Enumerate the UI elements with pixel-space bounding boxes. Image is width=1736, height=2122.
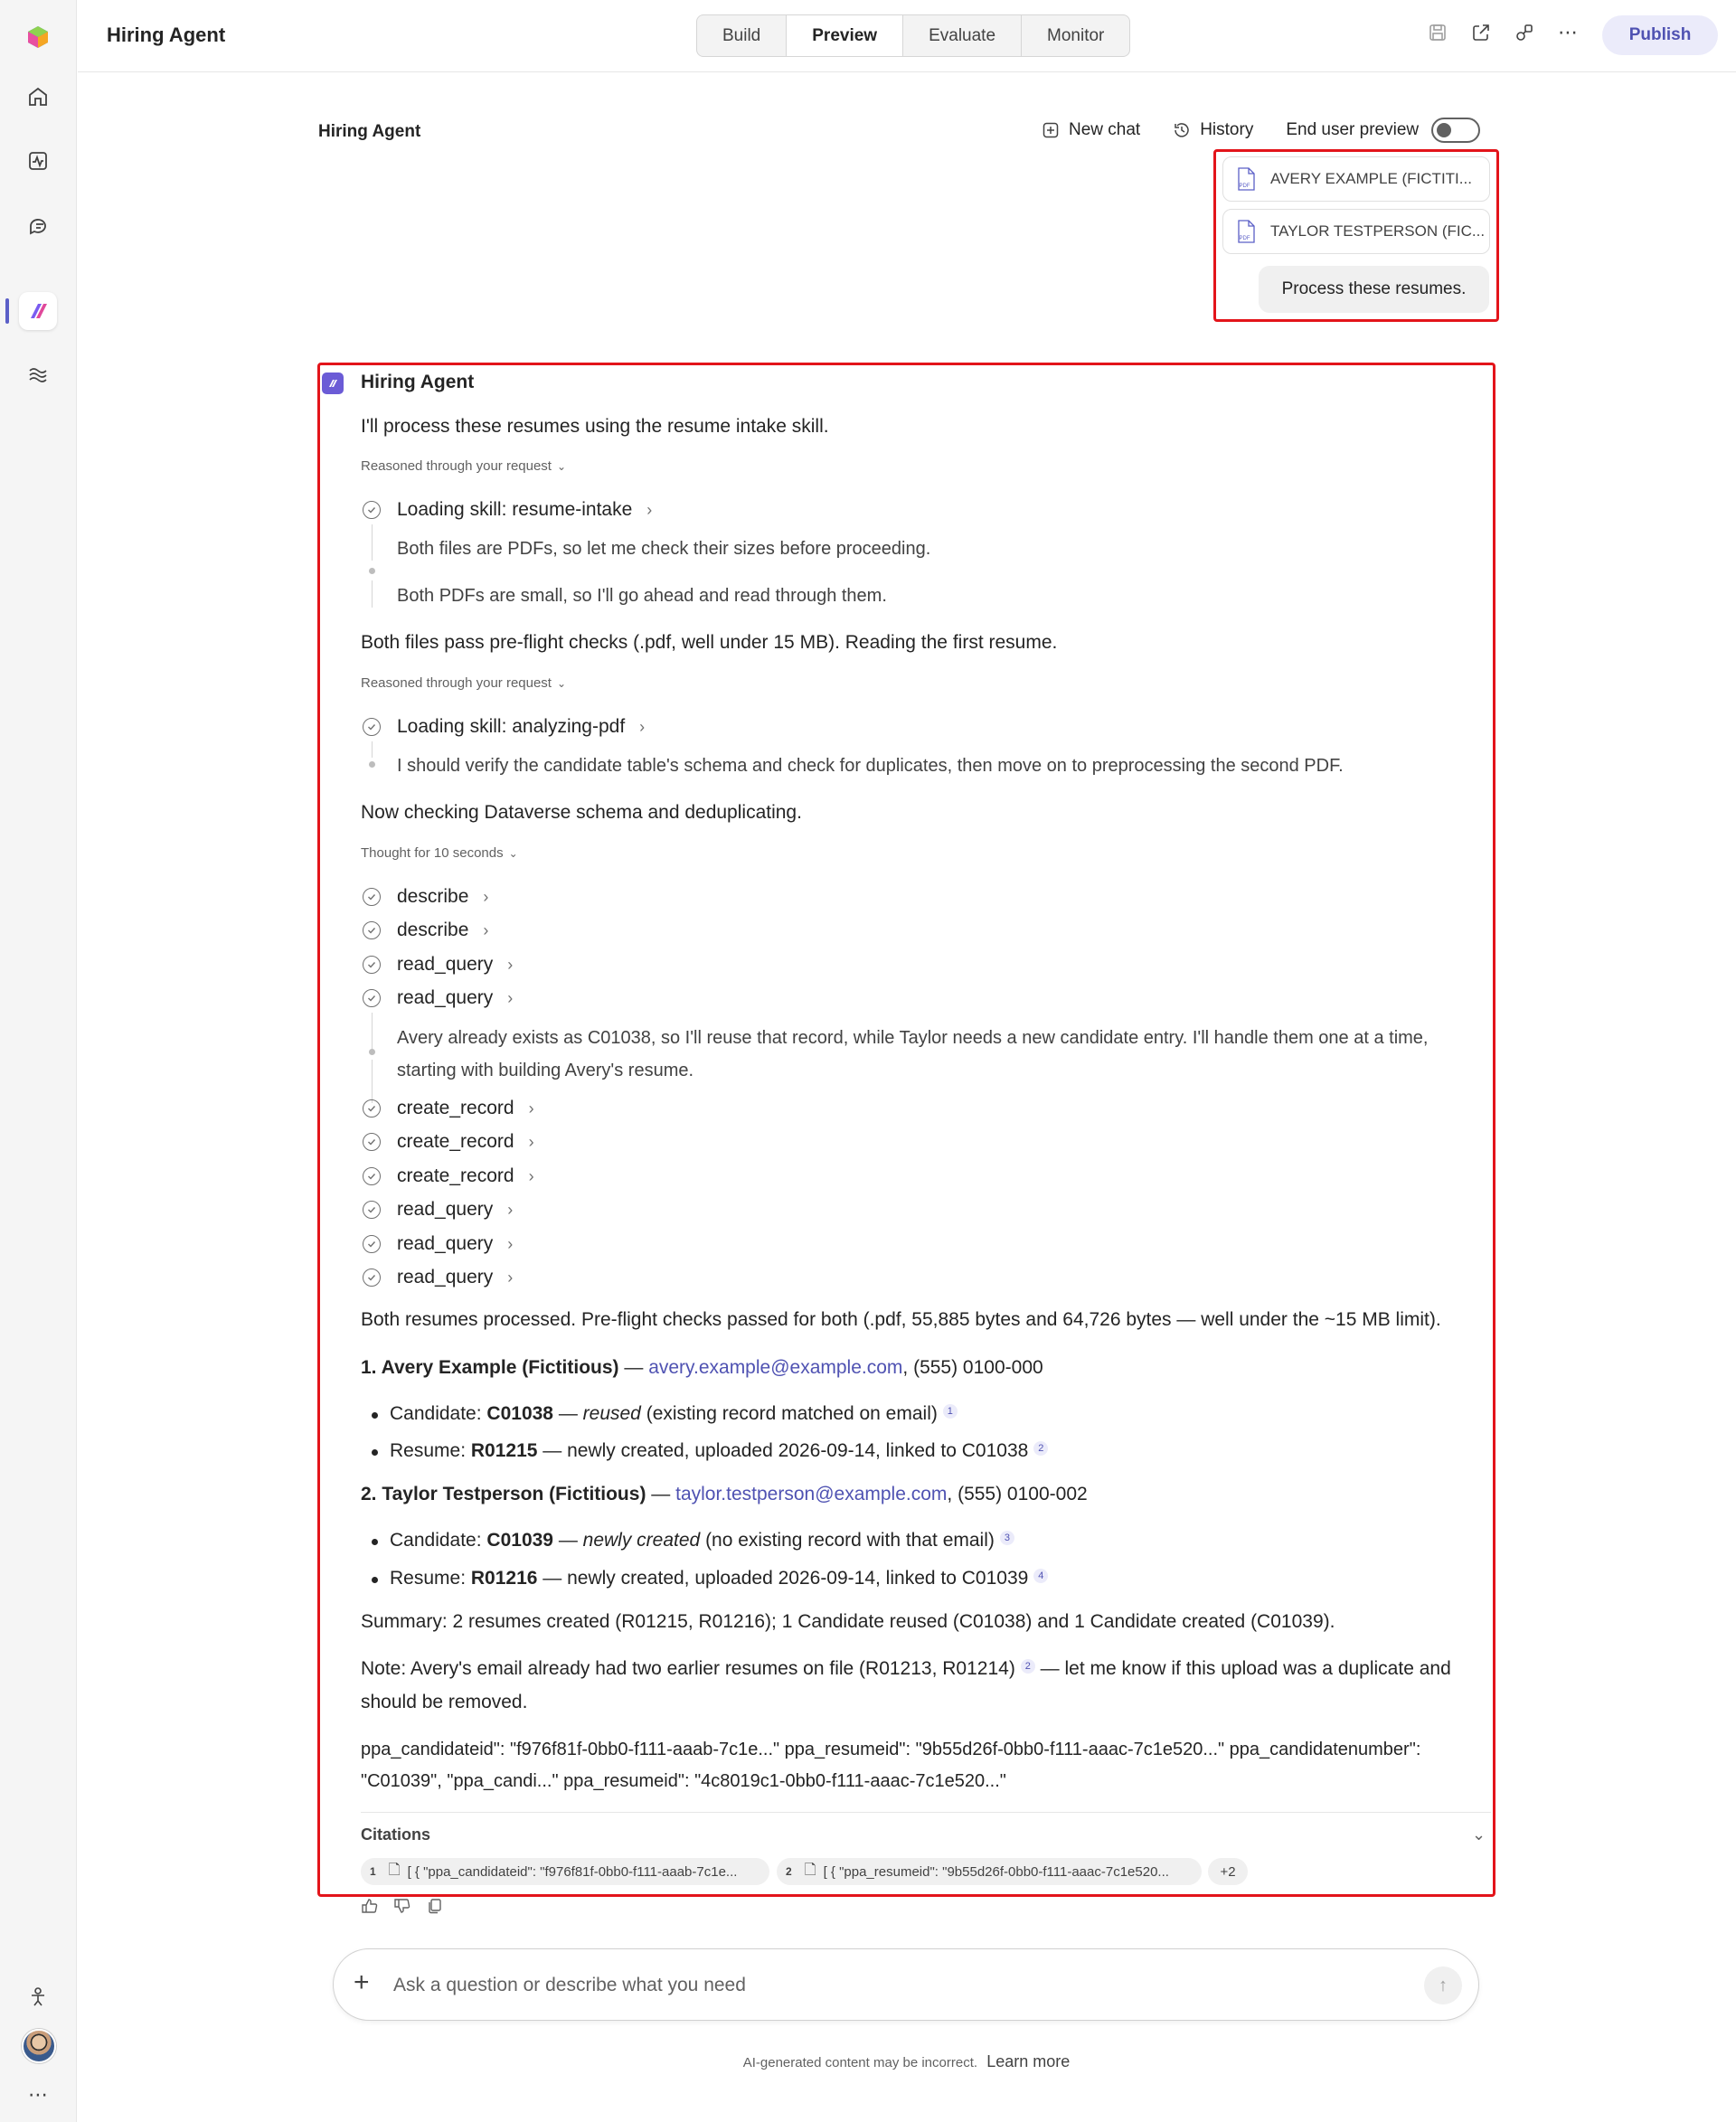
copilot-icon[interactable] xyxy=(19,292,57,330)
timeline-dot xyxy=(369,1049,375,1055)
candidate-status: newly created xyxy=(582,1530,701,1551)
more-citations-chip[interactable]: +2 xyxy=(1208,1858,1248,1885)
citation-text: [ { "ppa_candidateid": "f976f81f-0bb0-f111-aaab-7c1e... xyxy=(407,1863,738,1880)
send-button[interactable] xyxy=(1424,1966,1462,2004)
step-item[interactable] xyxy=(397,499,652,521)
file-name: TAYLOR TESTPERSON (FIC... xyxy=(1270,222,1486,240)
citations-heading: Citations xyxy=(361,1825,431,1844)
tool-call-item[interactable] xyxy=(397,1233,513,1255)
pdf-icon xyxy=(1236,220,1256,243)
raw-output: "C01039", "ppa_candi..." ppa_resumeid": "4c8019c1-0bb0-f111-aaac-7c1e520..." xyxy=(361,1771,1006,1791)
chevron-right-icon: › xyxy=(528,1167,534,1185)
phone: , (555) 0100-002 xyxy=(947,1484,1088,1504)
chevron-right-icon: › xyxy=(646,501,653,519)
activity-icon[interactable] xyxy=(19,142,57,180)
chat-input-box xyxy=(333,1948,1479,2021)
tool-call-item[interactable] xyxy=(397,1267,513,1288)
active-indicator xyxy=(5,298,9,324)
label: Resume: xyxy=(390,1568,471,1589)
tool-call-label: create_record xyxy=(397,1098,514,1118)
feedback-actions xyxy=(361,1897,444,1919)
tool-call-label: create_record xyxy=(397,1131,514,1152)
label: Resume: xyxy=(390,1440,471,1461)
step-label: Loading skill: analyzing-pdf xyxy=(397,716,626,737)
thought-text: starting with building Avery's resume. xyxy=(397,1061,694,1080)
learn-more-link[interactable]: Learn more xyxy=(986,2052,1071,2070)
bullet xyxy=(372,1412,378,1419)
tool-call-label: read_query xyxy=(397,1233,494,1254)
chat-title: Hiring Agent xyxy=(318,122,421,141)
citation-text: [ { "ppa_resumeid": "9b55d26f-0bb0-f111-aaac-7c1e520... xyxy=(823,1863,1169,1880)
connect-icon[interactable] xyxy=(1512,20,1537,45)
chevron-right-icon: › xyxy=(483,888,489,906)
timeline-dot xyxy=(369,568,375,574)
citation-chip[interactable] xyxy=(361,1858,769,1885)
step-label: Loading skill: resume-intake xyxy=(397,499,633,520)
share-icon[interactable] xyxy=(1468,20,1494,45)
more-options-icon[interactable]: ⋯ xyxy=(1558,21,1578,43)
chat-input[interactable] xyxy=(393,1969,1370,2002)
bullet xyxy=(372,1539,378,1545)
chevron-right-icon: › xyxy=(507,956,514,974)
check-circle-icon xyxy=(363,718,381,736)
tool-call-item[interactable] xyxy=(397,1199,513,1221)
thought-text: Both files are PDFs, so let me check their sizes before proceeding. xyxy=(397,539,931,559)
step-item[interactable] xyxy=(397,716,645,738)
chevron-down-icon: ⌄ xyxy=(556,677,567,690)
tool-call-item[interactable] xyxy=(397,1131,534,1153)
file-attachment[interactable] xyxy=(1222,209,1490,254)
check-circle-icon xyxy=(363,921,381,939)
chevron-right-icon: › xyxy=(639,718,646,736)
end-user-preview-label: End user preview xyxy=(1286,120,1420,139)
candidate-line xyxy=(390,1403,958,1425)
pdf-icon xyxy=(1236,167,1256,191)
new-chat-label: New chat xyxy=(1069,120,1141,139)
label: Candidate: xyxy=(390,1530,487,1551)
timeline-line xyxy=(372,524,373,561)
phone: , (555) 0100-000 xyxy=(902,1357,1043,1378)
resume-id: R01215 xyxy=(470,1440,538,1461)
check-circle-icon xyxy=(363,989,381,1007)
disclaimer: AI-generated content may be incorrect. xyxy=(742,2055,978,2070)
top-bar xyxy=(78,0,1736,72)
thought-text: Both PDFs are small, so I'll go ahead and read through them. xyxy=(397,586,887,606)
arrow-up-icon: ↑ xyxy=(1439,1975,1448,1995)
citation-chip[interactable] xyxy=(777,1858,1202,1885)
chat-header-actions xyxy=(1042,118,1480,143)
check-circle-icon xyxy=(363,1099,381,1118)
chevron-right-icon: › xyxy=(507,1201,514,1219)
document-icon: 🗋 xyxy=(388,1862,401,1878)
copy-icon[interactable] xyxy=(426,1897,444,1919)
left-rail xyxy=(0,0,77,2122)
email-link[interactable]: avery.example@example.com xyxy=(648,1357,903,1378)
agent-icon xyxy=(322,373,344,394)
svg-text:PDF: PDF xyxy=(1239,184,1250,189)
chevron-right-icon: › xyxy=(528,1099,534,1118)
timeline-line xyxy=(372,1060,373,1103)
tab-strip xyxy=(696,14,1130,57)
toolbar-icons xyxy=(1425,20,1580,45)
tool-call-item[interactable] xyxy=(397,920,488,941)
resume-id: R01216 xyxy=(470,1568,538,1589)
email-link[interactable]: taylor.testperson@example.com xyxy=(675,1484,948,1504)
chevron-down-icon: ⌄ xyxy=(556,460,567,473)
history-button[interactable] xyxy=(1173,120,1253,140)
history-label: History xyxy=(1200,120,1254,139)
detail: — newly created, uploaded 2026-09-14, linked to C01038 xyxy=(537,1440,1029,1461)
timeline-line xyxy=(372,580,373,608)
separator: — xyxy=(646,1484,676,1504)
end-user-preview-toggle[interactable] xyxy=(1431,118,1480,143)
candidate-heading xyxy=(361,1356,1043,1379)
data-icon[interactable] xyxy=(19,356,57,394)
app-title: Hiring Agent xyxy=(107,24,226,46)
candidate-status: reused xyxy=(582,1403,641,1424)
citation-marker[interactable]: 4 xyxy=(1033,1569,1048,1583)
tool-call-label: describe xyxy=(397,886,469,907)
candidate-heading xyxy=(361,1483,1088,1505)
tab-build[interactable]: Build xyxy=(697,15,787,56)
agent-paragraph: Both files pass pre-flight checks (.pdf, well under 15 MB). Reading the first resume. xyxy=(361,632,1058,653)
detail: — newly created, uploaded 2026-09-14, linked to C01039 xyxy=(537,1568,1029,1589)
note-text-continued: should be removed. xyxy=(361,1692,528,1712)
raw-output: ppa_candidateid": "f976f81f-0bb0-f111-aaab-7c1e..." ppa_resumeid": "9b55d26f-0bb0-f111-aaac-7c1e520..." ppa_candidatenumber": xyxy=(361,1740,1421,1759)
agent-name: Hiring Agent xyxy=(361,372,475,392)
accessibility-icon[interactable] xyxy=(19,1977,57,2015)
resume-line xyxy=(390,1568,1048,1589)
tool-call-label: read_query xyxy=(397,987,494,1008)
reasoning-toggle[interactable] xyxy=(361,675,566,691)
reasoning-toggle[interactable] xyxy=(361,458,566,474)
check-circle-icon xyxy=(363,1235,381,1253)
tool-call-label: read_query xyxy=(397,1267,494,1287)
citation-marker[interactable]: 1 xyxy=(943,1404,958,1419)
bullet xyxy=(372,1449,378,1456)
chevron-right-icon: › xyxy=(507,989,514,1007)
file-name: AVERY EXAMPLE (FICTITI... xyxy=(1270,170,1472,187)
svg-text:PDF: PDF xyxy=(1239,236,1250,241)
chevron-right-icon: › xyxy=(507,1268,514,1287)
chevron-down-icon: ⌄ xyxy=(508,847,518,860)
chevron-right-icon: › xyxy=(528,1133,534,1151)
summary-text: Summary: 2 resumes created (R01215, R01216); 1 Candidate reused (C01038) and 1 Candidate created (C01039). xyxy=(361,1611,1335,1632)
timeline-line xyxy=(372,741,373,758)
tool-call-label: describe xyxy=(397,920,469,940)
citation-marker[interactable]: 2 xyxy=(1033,1441,1048,1456)
add-icon[interactable]: + xyxy=(354,1967,370,1997)
tool-call-label: create_record xyxy=(397,1165,514,1186)
check-circle-icon xyxy=(363,1167,381,1185)
tab-monitor[interactable]: Monitor xyxy=(1047,26,1105,45)
check-circle-icon xyxy=(363,888,381,906)
publish-button[interactable]: Publish xyxy=(1602,15,1718,55)
agent-intro: I'll process these resumes using the resume intake skill. xyxy=(361,416,829,437)
timeline-dot xyxy=(369,761,375,768)
separator: — xyxy=(552,1530,583,1551)
new-chat-icon xyxy=(1042,121,1060,139)
agent-paragraph: Now checking Dataverse schema and deduplicating. xyxy=(361,802,802,823)
citation-marker[interactable]: 3 xyxy=(1000,1531,1014,1545)
thumbs-up-icon[interactable] xyxy=(361,1897,379,1919)
reasoning-label: Reasoned through your request xyxy=(361,458,552,474)
more-icon[interactable]: ⋯ xyxy=(28,2083,48,2106)
check-circle-icon xyxy=(363,1268,381,1287)
save-icon[interactable] xyxy=(1425,20,1450,45)
check-circle-icon xyxy=(363,1133,381,1151)
agent-paragraph: Both resumes processed. Pre-flight checks passed for both (.pdf, 55,885 bytes and 64,726 bytes — well under the ~15 MB limit). xyxy=(361,1309,1441,1330)
reasoning-label: Reasoned through your request xyxy=(361,675,552,691)
thought-text: Avery already exists as C01038, so I'll reuse that record, while Taylor needs a new candidate entry. I'll handle them one at a time, xyxy=(397,1028,1429,1048)
check-circle-icon xyxy=(363,501,381,519)
detail: (existing record matched on email) xyxy=(640,1403,938,1424)
candidate-name: 2. Taylor Testperson (Fictitious) xyxy=(361,1484,646,1504)
separator: — xyxy=(552,1403,583,1424)
label: Candidate: xyxy=(390,1403,487,1424)
chat-icon[interactable] xyxy=(19,207,57,245)
candidate-id: C01038 xyxy=(486,1403,553,1424)
bullet xyxy=(372,1577,378,1583)
detail: (no existing record with that email) xyxy=(700,1530,995,1551)
history-icon xyxy=(1173,121,1191,139)
candidate-line xyxy=(390,1530,1014,1551)
note-text xyxy=(361,1657,1451,1680)
tool-call-item[interactable] xyxy=(397,1098,534,1119)
document-icon: 🗋 xyxy=(804,1862,816,1878)
home-icon[interactable] xyxy=(19,78,57,116)
thumbs-down-icon[interactable] xyxy=(393,1897,411,1919)
candidate-id: C01039 xyxy=(486,1530,553,1551)
new-chat-button[interactable] xyxy=(1042,120,1140,140)
chevron-right-icon: › xyxy=(483,921,489,939)
note-part: Note: Avery's email already had two earlier resumes on file (R01213, R01214) xyxy=(361,1658,1015,1679)
citation-number: 2 xyxy=(786,1865,792,1878)
tool-call-label: read_query xyxy=(397,954,494,975)
timeline-line xyxy=(372,1013,373,1049)
divider xyxy=(361,1812,1491,1813)
app-logo-icon[interactable] xyxy=(19,18,57,56)
separator: — xyxy=(618,1357,649,1378)
tab-preview[interactable]: Preview xyxy=(787,15,903,56)
tab-evaluate[interactable]: Evaluate xyxy=(903,15,1022,56)
tool-call-item[interactable] xyxy=(397,987,513,1009)
tool-call-label: read_query xyxy=(397,1199,494,1220)
tool-call-item[interactable] xyxy=(397,886,488,908)
check-circle-icon xyxy=(363,956,381,974)
tool-call-item[interactable] xyxy=(397,954,513,976)
citation-number: 1 xyxy=(370,1865,376,1878)
check-circle-icon xyxy=(363,1201,381,1219)
thought-toggle[interactable] xyxy=(361,845,518,861)
citation-marker[interactable]: 2 xyxy=(1021,1659,1035,1674)
chevron-down-icon[interactable]: ⌄ xyxy=(1472,1825,1486,1844)
tool-call-item[interactable] xyxy=(397,1165,534,1187)
user-message-bubble: Process these resumes. xyxy=(1259,266,1489,313)
chevron-right-icon: › xyxy=(507,1235,514,1253)
file-attachment[interactable] xyxy=(1222,156,1490,202)
note-part: — let me know if this upload was a duplicate and xyxy=(1034,1658,1451,1679)
candidate-name: 1. Avery Example (Fictitious) xyxy=(361,1357,619,1378)
resume-line xyxy=(390,1440,1048,1462)
thought-text: I should verify the candidate table's schema and check for duplicates, then move on to preprocessing the second PDF. xyxy=(397,756,1344,776)
footer xyxy=(0,2052,1736,2071)
thought-duration: Thought for 10 seconds xyxy=(361,845,504,861)
